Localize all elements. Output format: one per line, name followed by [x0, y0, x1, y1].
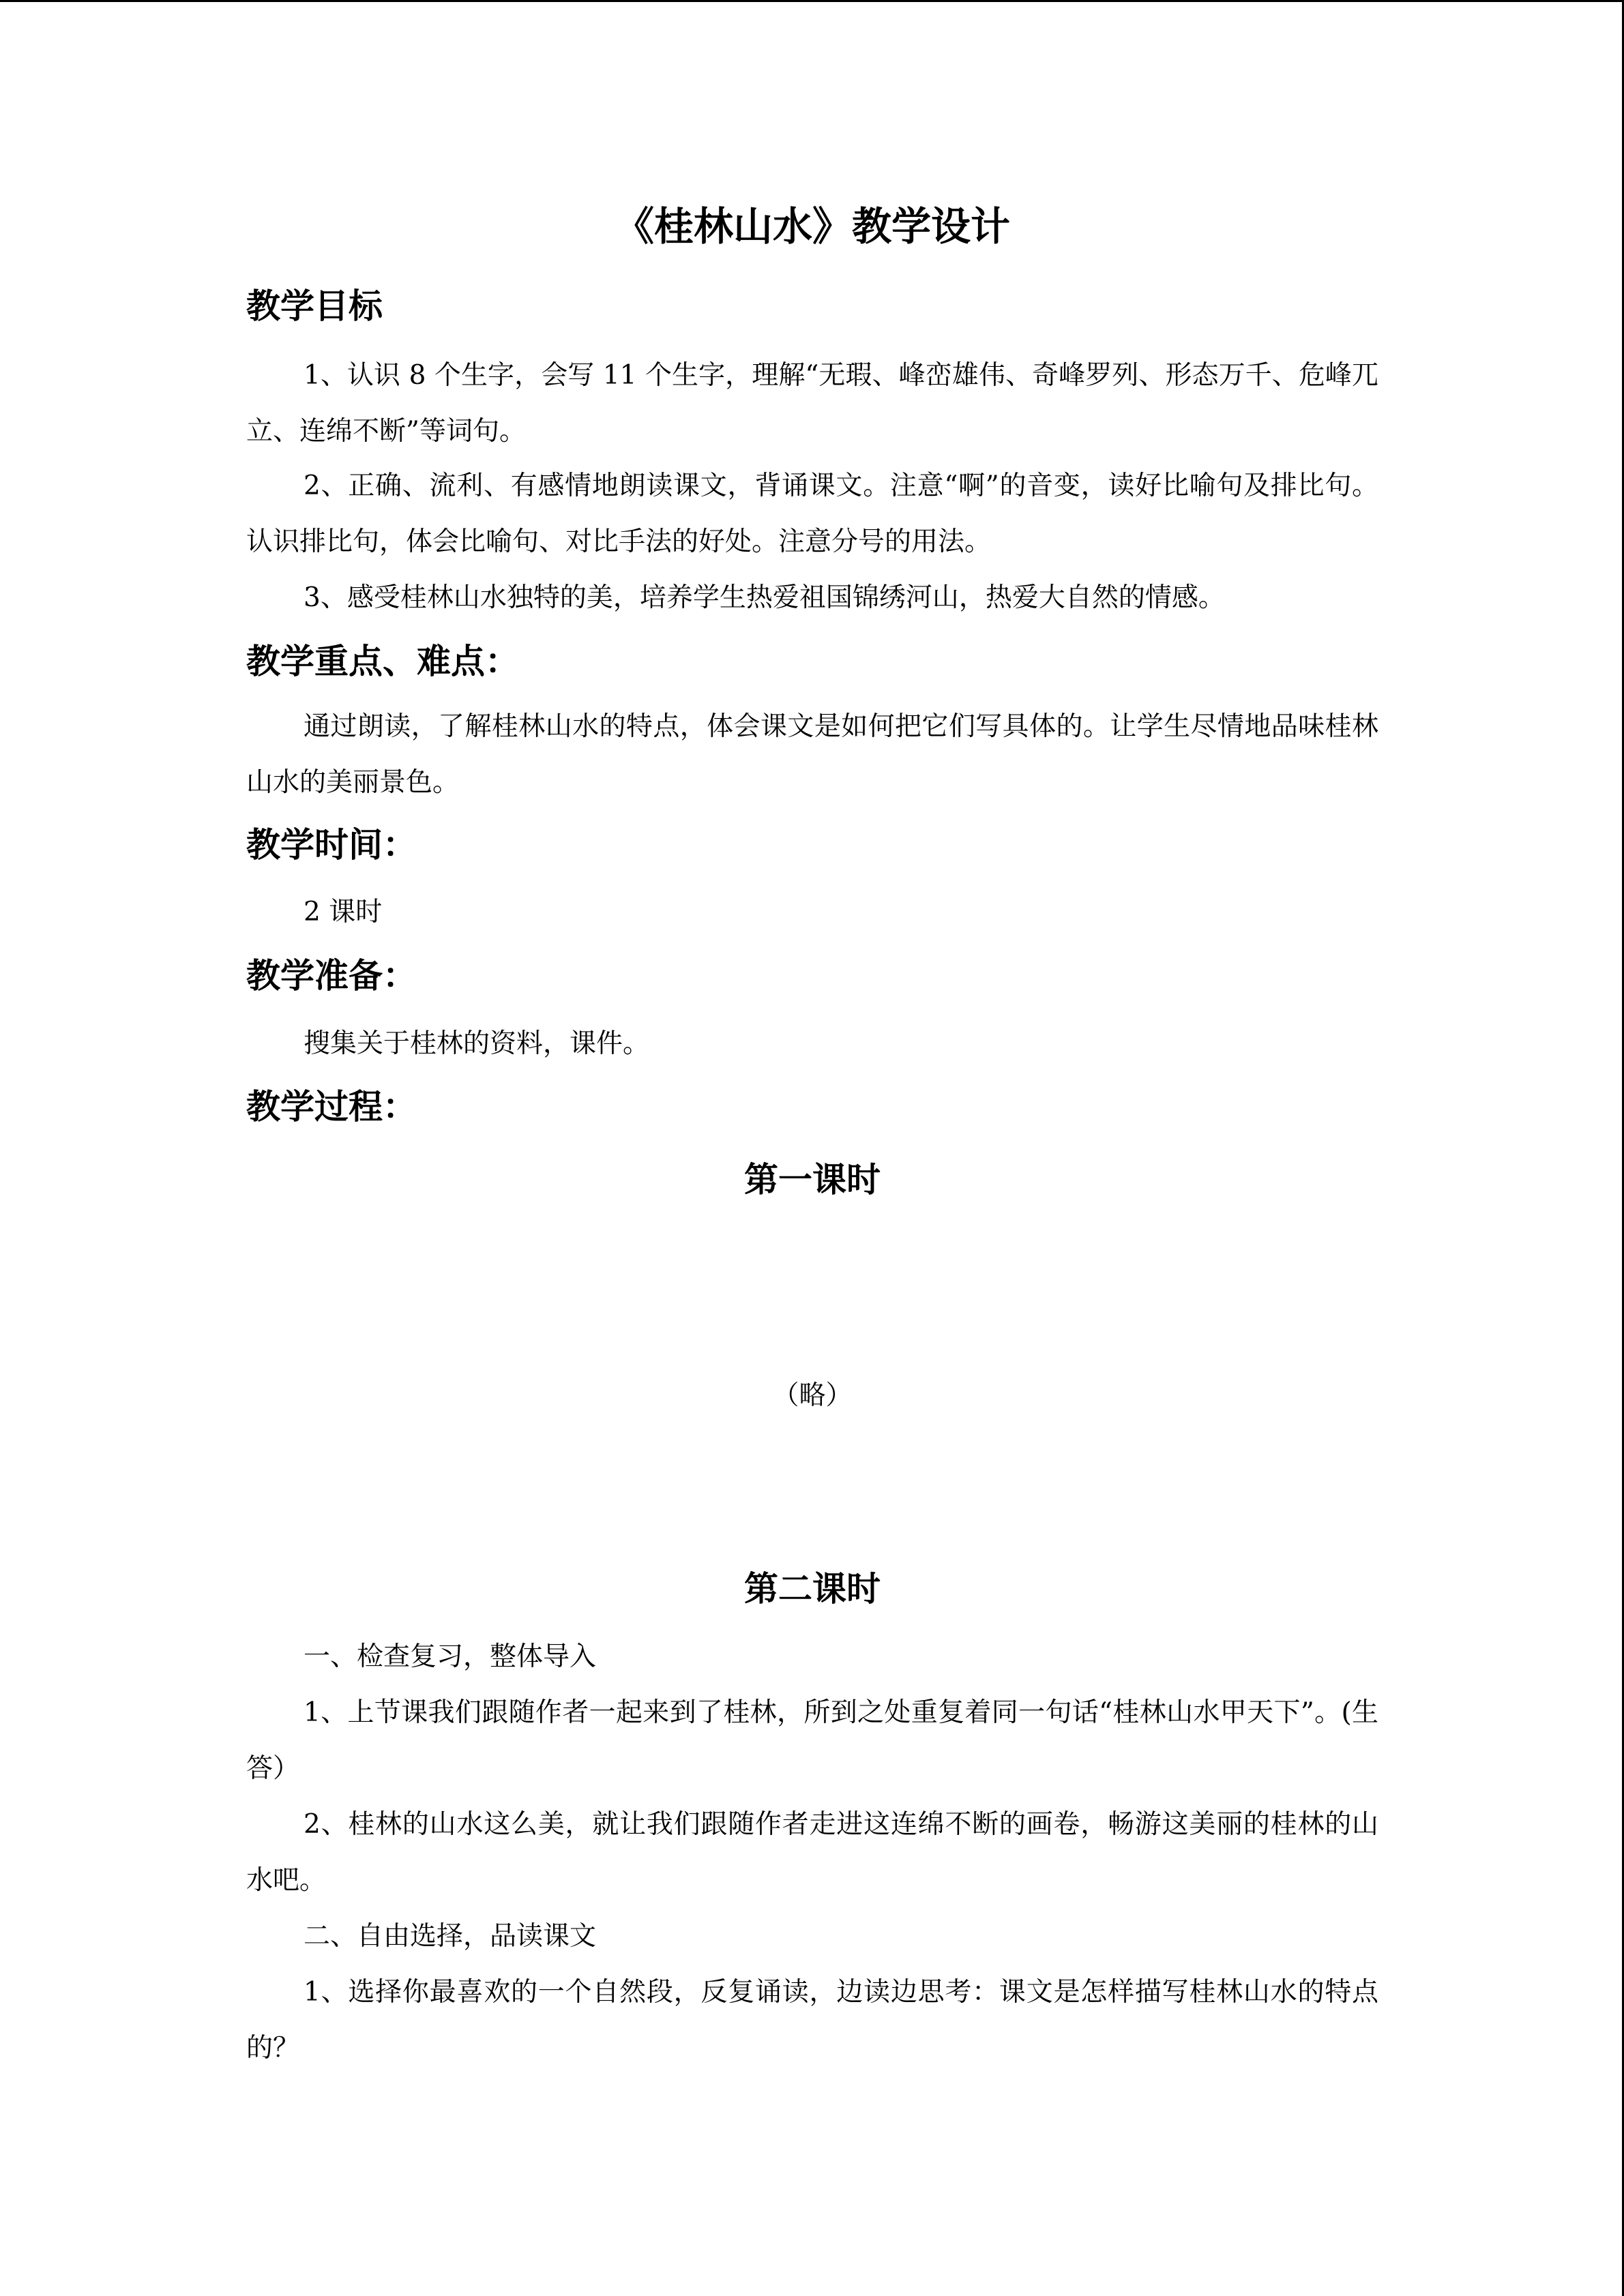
objectives-heading: 教学目标: [246, 286, 383, 326]
lesson-2-heading: 第二课时: [744, 1569, 881, 1609]
lesson-2-paragraph: 一、检查复习，整体导入: [304, 1641, 597, 1672]
lesson-1-heading: 第一课时: [744, 1160, 881, 1199]
objective-item-3: 3、感受桂林山水独特的美，培养学生热爱祖国锦绣河山，热爱大自然的情感。: [304, 582, 1225, 613]
objective-item-2: 2、正确、流利、有感情地朗读课文，背诵课文。注意“啊”的音变，读好比喻句及排比句。认识排比句，体会比喻句、对比手法的好处。注意分号的用法。: [246, 471, 1378, 557]
lesson-2-paragraph: 1、选择你最喜欢的一个自然段，反复诵读，边读边思考：课文是怎样描写桂林山水的特点的？: [246, 1977, 1378, 2063]
process-heading: 教学过程：: [246, 1087, 417, 1127]
page-top-border: [0, 0, 1624, 2]
document-title: 《桂林山水》教学设计: [614, 203, 1010, 250]
time-text: 2 课时: [304, 897, 383, 927]
time-heading: 教学时间：: [246, 825, 417, 865]
lesson-1-omitted: （略）: [772, 1380, 853, 1411]
objective-item-1: 1、认识 8 个生字，会写 11 个生字，理解“无瑕、峰峦雄伟、奇峰罗列、形态万千、危峰兀立、连绵不断”等词句。: [246, 360, 1378, 447]
lesson-2-paragraph: 2、桂林的山水这么美，就让我们跟随作者走进这连绵不断的画卷，畅游这美丽的桂林的山水吧。: [246, 1809, 1378, 1896]
lesson-2-paragraph: 1、上节课我们跟随作者一起来到了桂林，所到之处重复着同一句话“桂林山水甲天下”。(生答）: [246, 1697, 1378, 1784]
preparation-heading: 教学准备：: [246, 956, 417, 996]
key-points-heading: 教学重点、难点：: [246, 642, 519, 681]
lesson-2-paragraph: 二、自由选择，品读课文: [304, 1921, 597, 1952]
key-points-text: 通过朗读，了解桂林山水的特点，体会课文是如何把它们写具体的。让学生尽情地品味桂林山水的美丽景色。: [246, 711, 1378, 798]
preparation-text: 搜集关于桂林的资料，课件。: [304, 1028, 650, 1059]
